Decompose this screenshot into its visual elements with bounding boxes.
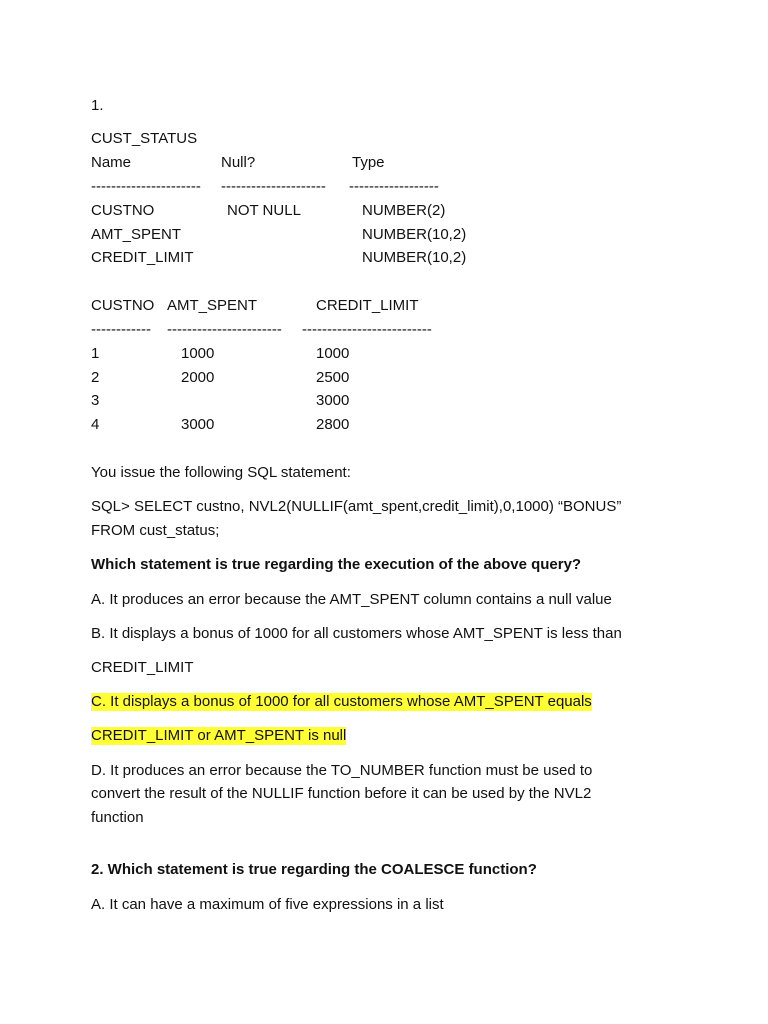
option-d: D. It produces an error because the TO_NUMBER function must be used to — [91, 762, 593, 779]
data-cell: 3000 — [316, 392, 350, 409]
sql-line: SQL> SELECT custno, NVL2(NULLIF(amt_spent,credit_limit),0,1000) “BONUS” — [91, 498, 622, 515]
data-dash: ----------------------- — [167, 321, 282, 338]
desc-cell: AMT_SPENT — [91, 226, 182, 243]
data-header-custno: CUSTNO — [91, 297, 155, 314]
question-2-option-a: A. It can have a maximum of five expressions in a list — [91, 896, 444, 913]
data-header-amt-spent: AMT_SPENT — [167, 297, 258, 314]
data-cell: 2500 — [316, 369, 350, 386]
desc-header-name: Name — [91, 154, 132, 171]
desc-cell: NUMBER(2) — [362, 202, 446, 219]
data-header-credit-limit: CREDIT_LIMIT — [316, 297, 419, 314]
option-a: A. It produces an error because the AMT_SPENT column contains a null value — [91, 591, 612, 608]
data-cell: 2000 — [181, 369, 215, 386]
data-cell: 1000 — [181, 345, 215, 362]
question-2-text: 2. Which statement is true regarding the COALESCE function? — [91, 861, 537, 878]
desc-cell: NUMBER(10,2) — [362, 226, 467, 243]
option-b: B. It displays a bonus of 1000 for all customers whose AMT_SPENT is less than — [91, 625, 622, 642]
data-cell: 3 — [91, 392, 100, 409]
question-text: Which statement is true regarding the execution of the above query? — [91, 556, 582, 573]
desc-cell: CUSTNO — [91, 202, 155, 219]
option-b-cont: CREDIT_LIMIT — [91, 659, 194, 676]
question-number: 1. — [91, 97, 104, 114]
data-dash: -------------------------- — [302, 321, 432, 338]
table-name: CUST_STATUS — [91, 130, 198, 147]
data-cell: 1 — [91, 345, 100, 362]
desc-dash: ------------------ — [349, 178, 439, 195]
desc-dash: ---------------------- — [91, 178, 201, 195]
data-cell: 1000 — [316, 345, 350, 362]
desc-cell: CREDIT_LIMIT — [91, 249, 194, 266]
intro-text: You issue the following SQL statement: — [91, 464, 351, 481]
desc-header-type: Type — [352, 154, 385, 171]
option-d-cont: function — [91, 809, 144, 826]
desc-dash: --------------------- — [221, 178, 326, 195]
data-cell: 2800 — [316, 416, 350, 433]
desc-cell: NUMBER(10,2) — [362, 249, 467, 266]
desc-header-null: Null? — [221, 154, 256, 171]
desc-cell: NOT NULL — [227, 202, 301, 219]
option-c-highlighted-cont: CREDIT_LIMIT or AMT_SPENT is null — [91, 727, 347, 744]
data-cell: 2 — [91, 369, 100, 386]
sql-line: FROM cust_status; — [91, 522, 220, 539]
data-cell: 3000 — [181, 416, 215, 433]
data-cell: 4 — [91, 416, 100, 433]
option-d-cont: convert the result of the NULLIF function before it can be used by the NVL2 — [91, 785, 592, 802]
option-c-highlighted: C. It displays a bonus of 1000 for all customers whose AMT_SPENT equals — [91, 693, 592, 710]
data-dash: ------------ — [91, 321, 151, 338]
